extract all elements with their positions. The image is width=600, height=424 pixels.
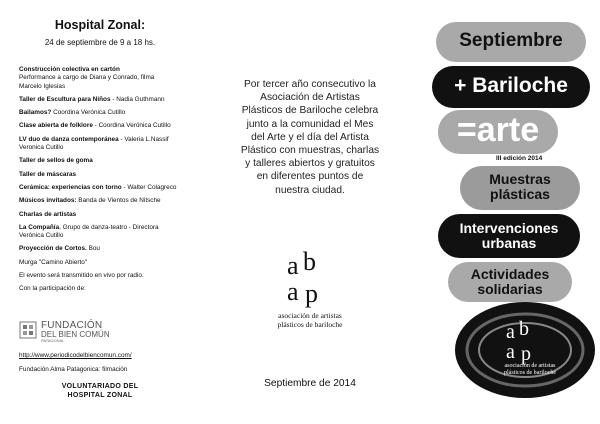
program-item-line [19, 122, 199, 130]
program-item-line [19, 245, 199, 253]
program-item-detail: Bou [86, 245, 100, 253]
program-item-detail: Coordina Verónica Cutillo [51, 109, 126, 117]
svg-text:b: b [303, 250, 316, 276]
assoc-line-2: plásticos de bariloche [277, 319, 343, 329]
program-item [19, 171, 199, 179]
program-item [19, 272, 199, 280]
program-item-line [19, 272, 199, 280]
program-item-title: Construcción colectiva en cartón [19, 66, 120, 73]
svg-text:a: a [506, 341, 515, 363]
volunteer-line-2: HOSPITAL ZONAL [67, 392, 133, 399]
middle-panel [200, 0, 420, 424]
program-item-line [19, 285, 199, 293]
intro-line: Plásticos de Bariloche celebra [241, 105, 379, 117]
program-item-title: Charlas de artistas [19, 210, 77, 218]
program-item-detail: Banda de Vientos de Nitsche [76, 197, 161, 205]
sponsor-logo [19, 320, 139, 342]
program-item-detail: El evento será transmitido en vivo por radio. [19, 272, 144, 280]
sponsor-mark-icon [19, 321, 37, 339]
alma-credit: Fundación Alma Patagonica: filmación [19, 366, 128, 373]
program-item [19, 122, 199, 130]
program-item-line [19, 157, 199, 165]
intro-line: y talleres abiertos y gratuitos [245, 158, 375, 170]
intro-paragraph [200, 78, 420, 197]
pill-actividades-line-1: Actividades [470, 266, 550, 282]
assoc-right-line-1: asociación de artistas [504, 363, 556, 369]
program-item-detail: Murga "Camino Abierto" [19, 258, 88, 266]
program-item-line: Veronica Cutillo [19, 144, 64, 152]
aabp-logo-icon [260, 250, 360, 310]
pill-actividades-line-2: solidarias [477, 281, 543, 297]
program-item-detail: , Grupo de danza-teatro - Directora [59, 223, 159, 231]
program-item [19, 136, 199, 153]
program-item-line [19, 66, 199, 74]
program-item-line [19, 224, 199, 232]
pill-intervenciones-line-1: Intervenciones [459, 220, 559, 236]
program-item [19, 157, 199, 165]
program-item-detail: - Nadia Guthmann [110, 95, 165, 103]
assoc-name [200, 312, 420, 329]
program-item-title: Taller de sellos de goma [19, 157, 93, 165]
svg-text:p: p [305, 279, 318, 308]
program-item-detail: - Valeria L.Nassif [118, 135, 169, 143]
program-item-line [19, 259, 199, 267]
intro-line: Asociación de Artistas [260, 92, 360, 104]
program-item-line: Verónica Cutillo [19, 232, 64, 240]
pill-intervenciones-line-2: urbanas [481, 235, 537, 251]
pill-muestras [460, 172, 580, 202]
intro-line: del Arte y el día del Artista [251, 131, 369, 143]
svg-text:b: b [519, 318, 529, 340]
program-item [19, 259, 199, 267]
pill-septiembre: Septiembre [459, 30, 563, 51]
pill-graphics [420, 0, 600, 424]
program-item [19, 96, 199, 104]
intro-line: Por tercer año consecutivo la [244, 79, 376, 90]
program-item-line [19, 197, 199, 205]
brochure-date: Septiembre de 2014 [264, 378, 356, 389]
program-item [19, 285, 199, 293]
program-item [19, 109, 199, 117]
right-panel [420, 0, 600, 424]
program-item [19, 184, 199, 192]
program-item-line [19, 171, 199, 179]
program-item [19, 66, 199, 91]
program-item-title: Músicos invitados: [19, 197, 77, 205]
volunteer-credit [0, 382, 200, 400]
program-item-title: Taller de máscaras [19, 170, 77, 178]
program-item-line [19, 109, 199, 117]
pill-actividades [448, 267, 572, 297]
svg-text:a: a [506, 321, 515, 343]
program-item-line [19, 96, 199, 104]
pill-muestras-line-2: plásticas [490, 186, 550, 202]
program-item-line: Performance a cargo de Diana y Conrado, filma [19, 74, 155, 82]
program-item-title: Taller de Escultura para Niños [19, 95, 111, 103]
program-item-detail: - Walter Colagreco [121, 183, 177, 191]
intro-line: en diferentes puntos de [256, 171, 364, 183]
program-item-line [19, 211, 199, 219]
edition-label: III edición 2014 [496, 155, 543, 162]
left-panel [0, 0, 200, 424]
svg-text:p: p [521, 343, 531, 365]
program-item-line: Marcelo Iglesias [19, 82, 66, 90]
intro-line: nuestra ciudad. [275, 184, 345, 196]
pill-bariloche: + Bariloche [454, 74, 568, 97]
hospital-title: Hospital Zonal: [54, 18, 146, 32]
hospital-date: 24 de septiembre de 9 a 18 hs. [44, 38, 156, 47]
program-list [19, 66, 199, 299]
program-item-title: LV duo de danza contemporánea [19, 135, 119, 143]
pill-arte: =arte [456, 111, 540, 149]
sponsor-name-1: FUNDACIÓN [41, 320, 103, 331]
program-item-detail: - Coordina Verónica Cutillo [92, 122, 171, 130]
program-item [19, 197, 199, 205]
pill-intervenciones [438, 221, 580, 251]
sponsor-name-3: PATAGONIA [41, 338, 64, 343]
program-item-line [19, 184, 199, 192]
intro-line: Plástico con muestras, charlas [240, 145, 380, 157]
svg-text:a: a [287, 251, 299, 280]
sponsor-link[interactable]: http://www.periodicodelbiencomun.com/ [19, 352, 132, 359]
program-item-title: Bailamos? [19, 109, 52, 117]
program-item-detail: Con la participación de: [19, 285, 86, 293]
program-item [19, 224, 199, 241]
assoc-line-1: asociación de artistas [278, 311, 342, 320]
sponsor-name-2: DEL BIEN COMÚN [41, 330, 110, 339]
program-item-line [19, 136, 199, 144]
program-item-title: Cerámica: experiencias con torno [19, 183, 122, 191]
program-item-title: La Compañía [19, 223, 60, 231]
svg-text:a: a [287, 277, 299, 306]
intro-line: junto a la comunidad el Mes [246, 118, 374, 130]
program-item [19, 245, 199, 253]
program-item-title: Clase abierta de folklore [19, 122, 93, 130]
volunteer-line-1: VOLUNTARIADO DEL [61, 383, 139, 390]
program-item [19, 211, 199, 219]
assoc-name-right [480, 363, 580, 377]
program-item-title: Proyección de Cortos. [19, 245, 87, 253]
assoc-right-line-2: plásticos de bariloche [504, 370, 556, 376]
pill-muestras-line-1: Muestras [489, 171, 551, 187]
